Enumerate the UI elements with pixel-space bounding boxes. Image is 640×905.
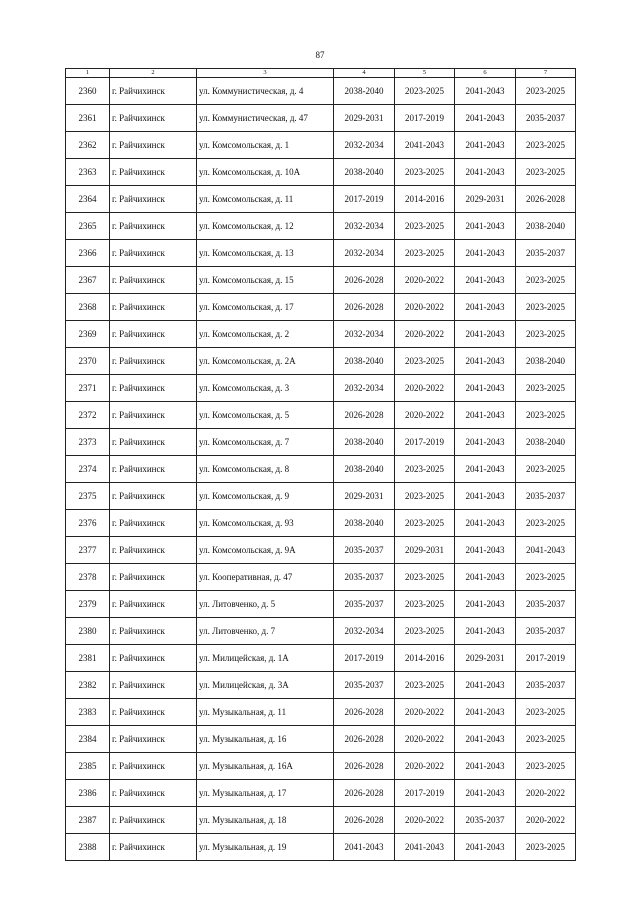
period-cell-col4: 2038-2040	[334, 348, 395, 375]
city-cell: г. Райчихинск	[110, 645, 197, 672]
period-cell-col6: 2041-2043	[455, 726, 516, 753]
address-cell: ул. Музыкальная, д. 16А	[197, 753, 334, 780]
row-number-cell: 2365	[66, 213, 110, 240]
row-number-cell: 2379	[66, 591, 110, 618]
city-cell: г. Райчихинск	[110, 591, 197, 618]
period-cell-col7: 2023-2025	[516, 267, 576, 294]
table-row	[66, 429, 576, 456]
period-cell-col7: 2023-2025	[516, 456, 576, 483]
period-cell-col7: 2038-2040	[516, 213, 576, 240]
city-cell: г. Райчихинск	[110, 726, 197, 753]
table-row	[66, 213, 576, 240]
city-cell: г. Райчихинск	[110, 834, 197, 861]
period-cell-col7: 2023-2025	[516, 834, 576, 861]
period-cell-col5: 2020-2022	[395, 294, 455, 321]
city-cell: г. Райчихинск	[110, 753, 197, 780]
period-cell-col7: 2023-2025	[516, 294, 576, 321]
period-cell-col6: 2029-2031	[455, 645, 516, 672]
row-number-cell: 2387	[66, 807, 110, 834]
period-cell-col4: 2029-2031	[334, 483, 395, 510]
period-cell-col4: 2026-2028	[334, 780, 395, 807]
table-row	[66, 564, 576, 591]
address-cell: ул. Комсомольская, д. 12	[197, 213, 334, 240]
city-cell: г. Райчихинск	[110, 456, 197, 483]
row-number-cell: 2382	[66, 672, 110, 699]
city-cell: г. Райчихинск	[110, 780, 197, 807]
period-cell-col6: 2041-2043	[455, 159, 516, 186]
address-cell: ул. Комсомольская, д. 10А	[197, 159, 334, 186]
row-number-cell: 2366	[66, 240, 110, 267]
period-cell-col5: 2023-2025	[395, 240, 455, 267]
city-cell: г. Райчихинск	[110, 483, 197, 510]
period-cell-col7: 2035-2037	[516, 105, 576, 132]
period-cell-col4: 2026-2028	[334, 294, 395, 321]
period-cell-col6: 2041-2043	[455, 537, 516, 564]
row-number-cell: 2364	[66, 186, 110, 213]
period-cell-col4: 2032-2034	[334, 132, 395, 159]
period-cell-col4: 2035-2037	[334, 537, 395, 564]
city-cell: г. Райчихинск	[110, 618, 197, 645]
table-row	[66, 726, 576, 753]
table-row	[66, 510, 576, 537]
period-cell-col5: 2023-2025	[395, 618, 455, 645]
period-cell-col6: 2041-2043	[455, 267, 516, 294]
table-row	[66, 132, 576, 159]
row-number-cell: 2381	[66, 645, 110, 672]
table-row	[66, 699, 576, 726]
period-cell-col7: 2038-2040	[516, 429, 576, 456]
city-cell: г. Райчихинск	[110, 105, 197, 132]
period-cell-col7: 2035-2037	[516, 672, 576, 699]
city-cell: г. Райчихинск	[110, 78, 197, 105]
period-cell-col6: 2041-2043	[455, 591, 516, 618]
row-number-cell: 2386	[66, 780, 110, 807]
housing-repair-schedule-table	[65, 68, 576, 861]
row-number-cell: 2388	[66, 834, 110, 861]
row-number-cell: 2373	[66, 429, 110, 456]
period-cell-col6: 2041-2043	[455, 402, 516, 429]
address-cell: ул. Комсомольская, д. 11	[197, 186, 334, 213]
row-number-cell: 2361	[66, 105, 110, 132]
period-cell-col7: 2023-2025	[516, 321, 576, 348]
row-number-cell: 2374	[66, 456, 110, 483]
column-header: 7	[516, 69, 576, 78]
column-header-row	[66, 69, 576, 78]
period-cell-col6: 2041-2043	[455, 429, 516, 456]
table-row	[66, 159, 576, 186]
address-cell: ул. Комсомольская, д. 8	[197, 456, 334, 483]
period-cell-col4: 2029-2031	[334, 105, 395, 132]
period-cell-col4: 2035-2037	[334, 591, 395, 618]
period-cell-col6: 2041-2043	[455, 483, 516, 510]
period-cell-col6: 2041-2043	[455, 510, 516, 537]
column-header: 3	[197, 69, 334, 78]
period-cell-col6: 2041-2043	[455, 699, 516, 726]
address-cell: ул. Милицейская, д. 3А	[197, 672, 334, 699]
period-cell-col5: 2020-2022	[395, 699, 455, 726]
period-cell-col5: 2023-2025	[395, 510, 455, 537]
period-cell-col5: 2023-2025	[395, 348, 455, 375]
address-cell: ул. Комсомольская, д. 7	[197, 429, 334, 456]
period-cell-col4: 2026-2028	[334, 726, 395, 753]
period-cell-col5: 2020-2022	[395, 807, 455, 834]
address-cell: ул. Комсомольская, д. 13	[197, 240, 334, 267]
address-cell: ул. Музыкальная, д. 18	[197, 807, 334, 834]
period-cell-col5: 2023-2025	[395, 672, 455, 699]
table-row	[66, 402, 576, 429]
period-cell-col6: 2041-2043	[455, 456, 516, 483]
period-cell-col4: 2026-2028	[334, 402, 395, 429]
period-cell-col7: 2035-2037	[516, 483, 576, 510]
address-cell: ул. Коммунистическая, д. 4	[197, 78, 334, 105]
city-cell: г. Райчихинск	[110, 807, 197, 834]
table-row	[66, 537, 576, 564]
period-cell-col6: 2035-2037	[455, 807, 516, 834]
period-cell-col7: 2020-2022	[516, 780, 576, 807]
period-cell-col5: 2017-2019	[395, 429, 455, 456]
address-cell: ул. Музыкальная, д. 16	[197, 726, 334, 753]
period-cell-col4: 2026-2028	[334, 807, 395, 834]
period-cell-col4: 2026-2028	[334, 699, 395, 726]
period-cell-col7: 2023-2025	[516, 159, 576, 186]
period-cell-col6: 2041-2043	[455, 375, 516, 402]
table-row	[66, 483, 576, 510]
period-cell-col4: 2017-2019	[334, 645, 395, 672]
row-number-cell: 2376	[66, 510, 110, 537]
period-cell-col5: 2014-2016	[395, 645, 455, 672]
city-cell: г. Райчихинск	[110, 348, 197, 375]
period-cell-col5: 2023-2025	[395, 564, 455, 591]
row-number-cell: 2375	[66, 483, 110, 510]
period-cell-col7: 2035-2037	[516, 240, 576, 267]
period-cell-col4: 2026-2028	[334, 267, 395, 294]
period-cell-col7: 2023-2025	[516, 510, 576, 537]
period-cell-col5: 2023-2025	[395, 483, 455, 510]
address-cell: ул. Комсомольская, д. 9	[197, 483, 334, 510]
row-number-cell: 2380	[66, 618, 110, 645]
city-cell: г. Райчихинск	[110, 186, 197, 213]
period-cell-col7: 2035-2037	[516, 618, 576, 645]
table-row	[66, 294, 576, 321]
address-cell: ул. Музыкальная, д. 19	[197, 834, 334, 861]
column-header: 6	[455, 69, 516, 78]
period-cell-col6: 2041-2043	[455, 213, 516, 240]
city-cell: г. Райчихинск	[110, 240, 197, 267]
period-cell-col6: 2041-2043	[455, 294, 516, 321]
table-row	[66, 645, 576, 672]
table-row	[66, 807, 576, 834]
address-cell: ул. Комсомольская, д. 2А	[197, 348, 334, 375]
period-cell-col6: 2041-2043	[455, 564, 516, 591]
row-number-cell: 2385	[66, 753, 110, 780]
address-cell: ул. Комсомольская, д. 1	[197, 132, 334, 159]
column-header: 5	[395, 69, 455, 78]
city-cell: г. Райчихинск	[110, 321, 197, 348]
city-cell: г. Райчихинск	[110, 132, 197, 159]
period-cell-col7: 2023-2025	[516, 564, 576, 591]
table-row	[66, 375, 576, 402]
period-cell-col4: 2026-2028	[334, 753, 395, 780]
period-cell-col5: 2017-2019	[395, 780, 455, 807]
address-cell: ул. Музыкальная, д. 11	[197, 699, 334, 726]
period-cell-col7: 2023-2025	[516, 753, 576, 780]
period-cell-col6: 2041-2043	[455, 321, 516, 348]
city-cell: г. Райчихинск	[110, 510, 197, 537]
row-number-cell: 2368	[66, 294, 110, 321]
period-cell-col5: 2023-2025	[395, 591, 455, 618]
row-number-cell: 2369	[66, 321, 110, 348]
period-cell-col5: 2014-2016	[395, 186, 455, 213]
table-row	[66, 321, 576, 348]
address-cell: ул. Комсомольская, д. 17	[197, 294, 334, 321]
period-cell-col4: 2035-2037	[334, 564, 395, 591]
row-number-cell: 2363	[66, 159, 110, 186]
table-row	[66, 780, 576, 807]
address-cell: ул. Милицейская, д. 1А	[197, 645, 334, 672]
period-cell-col7: 2035-2037	[516, 591, 576, 618]
period-cell-col4: 2038-2040	[334, 78, 395, 105]
row-number-cell: 2360	[66, 78, 110, 105]
address-cell: ул. Комсомольская, д. 93	[197, 510, 334, 537]
period-cell-col5: 2020-2022	[395, 375, 455, 402]
period-cell-col6: 2041-2043	[455, 105, 516, 132]
period-cell-col6: 2041-2043	[455, 672, 516, 699]
period-cell-col7: 2023-2025	[516, 78, 576, 105]
row-number-cell: 2362	[66, 132, 110, 159]
city-cell: г. Райчихинск	[110, 159, 197, 186]
period-cell-col5: 2023-2025	[395, 213, 455, 240]
period-cell-col4: 2032-2034	[334, 213, 395, 240]
period-cell-col7: 2023-2025	[516, 699, 576, 726]
period-cell-col7: 2023-2025	[516, 726, 576, 753]
address-cell: ул. Музыкальная, д. 17	[197, 780, 334, 807]
period-cell-col6: 2041-2043	[455, 78, 516, 105]
table-row	[66, 834, 576, 861]
address-cell: ул. Литовченко, д. 7	[197, 618, 334, 645]
city-cell: г. Райчихинск	[110, 537, 197, 564]
address-cell: ул. Комсомольская, д. 15	[197, 267, 334, 294]
city-cell: г. Райчихинск	[110, 429, 197, 456]
period-cell-col5: 2020-2022	[395, 402, 455, 429]
row-number-cell: 2377	[66, 537, 110, 564]
period-cell-col6: 2041-2043	[455, 618, 516, 645]
table-row	[66, 591, 576, 618]
table-row	[66, 753, 576, 780]
period-cell-col6: 2041-2043	[455, 753, 516, 780]
table-row	[66, 267, 576, 294]
city-cell: г. Райчихинск	[110, 294, 197, 321]
city-cell: г. Райчихинск	[110, 375, 197, 402]
column-header: 4	[334, 69, 395, 78]
address-cell: ул. Комсомольская, д. 3	[197, 375, 334, 402]
address-cell: ул. Литовченко, д. 5	[197, 591, 334, 618]
period-cell-col7: 2017-2019	[516, 645, 576, 672]
period-cell-col7: 2020-2022	[516, 807, 576, 834]
table-row	[66, 456, 576, 483]
period-cell-col5: 2023-2025	[395, 78, 455, 105]
row-number-cell: 2384	[66, 726, 110, 753]
period-cell-col4: 2032-2034	[334, 240, 395, 267]
period-cell-col6: 2041-2043	[455, 834, 516, 861]
period-cell-col5: 2020-2022	[395, 726, 455, 753]
city-cell: г. Райчихинск	[110, 672, 197, 699]
period-cell-col7: 2023-2025	[516, 132, 576, 159]
city-cell: г. Райчихинск	[110, 402, 197, 429]
period-cell-col5: 2023-2025	[395, 159, 455, 186]
row-number-cell: 2370	[66, 348, 110, 375]
period-cell-col5: 2041-2043	[395, 132, 455, 159]
column-header: 1	[66, 69, 110, 78]
city-cell: г. Райчихинск	[110, 699, 197, 726]
table-row	[66, 618, 576, 645]
row-number-cell: 2378	[66, 564, 110, 591]
period-cell-col6: 2041-2043	[455, 240, 516, 267]
period-cell-col5: 2017-2019	[395, 105, 455, 132]
table-row	[66, 240, 576, 267]
period-cell-col4: 2032-2034	[334, 375, 395, 402]
table-body	[66, 69, 576, 861]
period-cell-col5: 2020-2022	[395, 267, 455, 294]
row-number-cell: 2383	[66, 699, 110, 726]
period-cell-col4: 2017-2019	[334, 186, 395, 213]
period-cell-col5: 2029-2031	[395, 537, 455, 564]
period-cell-col6: 2029-2031	[455, 186, 516, 213]
period-cell-col7: 2041-2043	[516, 537, 576, 564]
address-cell: ул. Коммунистическая, д. 47	[197, 105, 334, 132]
period-cell-col4: 2032-2034	[334, 321, 395, 348]
table-row	[66, 78, 576, 105]
period-cell-col4: 2038-2040	[334, 159, 395, 186]
period-cell-col6: 2041-2043	[455, 348, 516, 375]
period-cell-col7: 2038-2040	[516, 348, 576, 375]
city-cell: г. Райчихинск	[110, 213, 197, 240]
period-cell-col4: 2038-2040	[334, 429, 395, 456]
period-cell-col7: 2023-2025	[516, 375, 576, 402]
period-cell-col6: 2041-2043	[455, 132, 516, 159]
row-number-cell: 2372	[66, 402, 110, 429]
period-cell-col4: 2038-2040	[334, 510, 395, 537]
period-cell-col4: 2038-2040	[334, 456, 395, 483]
address-cell: ул. Кооперативная, д. 47	[197, 564, 334, 591]
city-cell: г. Райчихинск	[110, 564, 197, 591]
page-number: 87	[315, 50, 325, 60]
period-cell-col5: 2041-2043	[395, 834, 455, 861]
period-cell-col6: 2041-2043	[455, 780, 516, 807]
address-cell: ул. Комсомольская, д. 5	[197, 402, 334, 429]
table-row	[66, 105, 576, 132]
address-cell: ул. Комсомольская, д. 2	[197, 321, 334, 348]
row-number-cell: 2371	[66, 375, 110, 402]
table-row	[66, 672, 576, 699]
period-cell-col4: 2035-2037	[334, 672, 395, 699]
city-cell: г. Райчихинск	[110, 267, 197, 294]
period-cell-col7: 2023-2025	[516, 402, 576, 429]
period-cell-col5: 2020-2022	[395, 321, 455, 348]
table-row	[66, 348, 576, 375]
period-cell-col4: 2032-2034	[334, 618, 395, 645]
period-cell-col7: 2026-2028	[516, 186, 576, 213]
address-cell: ул. Комсомольская, д. 9А	[197, 537, 334, 564]
period-cell-col5: 2020-2022	[395, 753, 455, 780]
row-number-cell: 2367	[66, 267, 110, 294]
table-row	[66, 186, 576, 213]
period-cell-col5: 2023-2025	[395, 456, 455, 483]
column-header: 2	[110, 69, 197, 78]
period-cell-col4: 2041-2043	[334, 834, 395, 861]
